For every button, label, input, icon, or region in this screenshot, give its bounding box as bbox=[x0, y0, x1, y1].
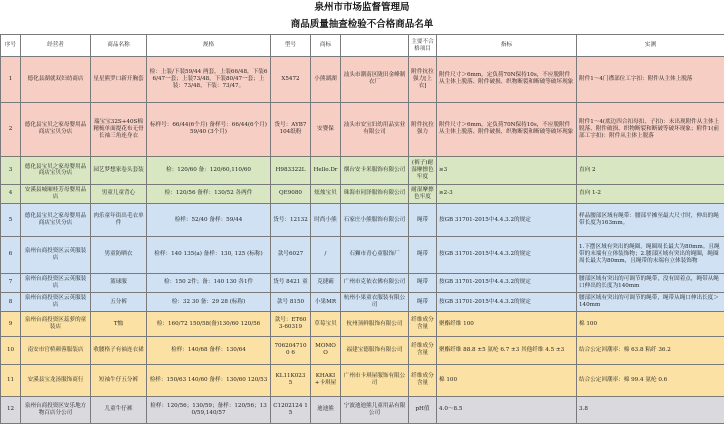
cell-seller: 安溪县城厢桂芳母婴用品店 bbox=[21, 184, 91, 203]
table-row bbox=[1, 364, 724, 396]
cell-measured: 腰部区域有突出的可调节的绳带，没有固着点，绳带从绳口伸出的长度为140mm bbox=[577, 273, 724, 292]
cell-model: 7062047100 6 bbox=[271, 337, 311, 364]
cell-seller: 德化县宝贝之家母婴用品商店宝贝分店 bbox=[21, 102, 91, 157]
cell-standard: ≥3 bbox=[437, 157, 577, 184]
header-product: 商品名称 bbox=[91, 35, 147, 57]
cell-product: 五分裤 bbox=[91, 292, 147, 311]
table-header-row bbox=[1, 35, 724, 57]
header-manufacturer bbox=[341, 35, 409, 57]
cell-seller: 泉州台商投资区安乐地方物百店分公司 bbox=[21, 396, 91, 423]
header-spec: 规格 bbox=[147, 35, 271, 57]
cell-standard: 按GB 31701-2015中4.4.3.2的规定 bbox=[437, 273, 577, 292]
cell-no: 3 bbox=[1, 157, 21, 184]
cell-model: 货号：12132 bbox=[271, 203, 311, 236]
cell-failed-item: 绳带 bbox=[409, 203, 437, 236]
cell-seller: 安溪县宝龙汤服饰商行 bbox=[21, 364, 91, 396]
cell-product: 篮球服 bbox=[91, 273, 147, 292]
cell-model: 货号 8421 童 bbox=[271, 273, 311, 292]
cell-spec: 检：上装/下装59/44 两套，上装66/48，下装66/47一套；上装73/48，下装80/47一套；上装：73/48，下装：73/47。 bbox=[147, 57, 271, 103]
cell-no: 12 bbox=[1, 396, 21, 423]
table-row bbox=[1, 203, 724, 236]
cell-manufacturer: 石狮市青心童服饰厂 bbox=[341, 237, 409, 273]
cell-measured: 棉 100 bbox=[577, 312, 724, 337]
cell-product: 儿童牛仔裤 bbox=[91, 396, 147, 423]
cell-spec: 检样：120/56；130/59；备样：120/56；130/59,140/57 bbox=[147, 396, 271, 423]
cell-model: C1202124 15 bbox=[271, 396, 311, 423]
cell-manufacturer: 烟台安卡米服饰有限公司 bbox=[341, 157, 409, 184]
cell-spec: 标样号：66/44(6个月) 备样号：66/44(6个月) 59/40 (3个月) bbox=[147, 102, 271, 157]
cell-brand: 安婴保 bbox=[311, 102, 341, 157]
cell-brand: KHAKI+卡琪屋 bbox=[311, 364, 341, 396]
header-standard: 指标 bbox=[437, 35, 577, 57]
cell-spec: 检：150 2件；备：140 130 各1件 bbox=[147, 273, 271, 292]
cell-measured: 附件1～4(底边四合扣母扣、子扣)：未出现附件从主体上脱落、附件破损、织物断裂和断破等破坏现象；附件1(前部工字扣)：附件从主体上脱落 bbox=[577, 102, 724, 157]
cell-no: 9 bbox=[1, 312, 21, 337]
cell-brand: 迪迪熊 bbox=[311, 396, 341, 423]
cell-measured: 直向 2 bbox=[577, 157, 724, 184]
cell-failed-item: 纤维成分含量 bbox=[409, 337, 437, 364]
cell-spec: 检样：52/40 备样：59/44 bbox=[147, 203, 271, 236]
cell-product: T恤 bbox=[91, 312, 147, 337]
cell-product: 男童防晒衣 bbox=[91, 237, 147, 273]
cell-seller: 德化县湖就双妇幼商店 bbox=[21, 57, 91, 103]
table-row bbox=[1, 184, 724, 203]
cell-failed-item: (裤子)耐湿摩擦色牢度 bbox=[409, 157, 437, 184]
cell-spec: 检样：140 135(a) 备样：130, 125 (标称) bbox=[147, 237, 271, 273]
cell-manufacturer: 杭州顶鲜服饰有限公司 bbox=[341, 312, 409, 337]
cell-standard: ≥2-3 bbox=[437, 184, 577, 203]
cell-standard: 附件尺寸＞6mm，定负荷70N保持10s，不应脱附件从主体上脱落、附件破损、织物断裂和断破等破坏现象 bbox=[437, 102, 577, 157]
table-row bbox=[1, 337, 724, 364]
cell-seller: 泉州台商投资区云英服装店 bbox=[21, 237, 91, 273]
cell-model: 款号6027 bbox=[271, 237, 311, 273]
cell-spec: 检：120/56 备样：130/52 各两件 bbox=[147, 184, 271, 203]
cell-seller: 德化县宝贝之家母婴用品商店宝贝分店 bbox=[21, 203, 91, 236]
cell-brand: 炫烛宝贝 bbox=[311, 184, 341, 203]
cell-manufacturer: 杭州小果童衣服装有限公司 bbox=[341, 292, 409, 311]
cell-measured: 1.下摆区域有突出的绳圈，绳圈周长最大为80mm。且绳带的末端有立体装饰物；2.腰部区域有突出的绳圈，绳圈周长最大为80mm，且绳带的末端有立体装饰物 bbox=[577, 237, 724, 273]
cell-brand: 草莓宝贝 bbox=[311, 312, 341, 337]
cell-standard: 棉 100 bbox=[437, 364, 577, 396]
table-row bbox=[1, 312, 724, 337]
header-model: 型号 bbox=[271, 35, 311, 57]
cell-product: 瑞宝宝32S+40S棉精梳单面提花布无骨长袖三角连身衣 bbox=[91, 102, 147, 157]
cell-measured: 样品腰部区域有绳带：腰部平摊至最大尺寸时，伸出的绳带长度为163mm。 bbox=[577, 203, 724, 236]
cell-failed-item: 附件抗拉强力[上衣] bbox=[409, 57, 437, 103]
cell-product: 园艺梦想家卷头套装 bbox=[91, 157, 147, 184]
cell-brand: 时尚小熊 bbox=[311, 203, 341, 236]
cell-standard: 按GB 31701-2015中4.4.3.2的规定 bbox=[437, 237, 577, 273]
table-row bbox=[1, 273, 724, 292]
header-seller: 经营者 bbox=[21, 35, 91, 57]
cell-brand: / bbox=[311, 237, 341, 273]
cell-standard: 按GB 31701-2015中4.4.3.2的规定 bbox=[437, 203, 577, 236]
cell-model: 款号：ET603-60319 bbox=[271, 312, 311, 337]
cell-product: 男童儿童背心 bbox=[91, 184, 147, 203]
cell-no: 11 bbox=[1, 364, 21, 396]
cell-manufacturer: 汕头市潮南区陇田金峰制衣厂 bbox=[341, 57, 409, 103]
table-row bbox=[1, 57, 724, 103]
header-brand: 商标 bbox=[311, 35, 341, 57]
cell-no: 10 bbox=[1, 337, 21, 364]
cell-seller: 南安市官桥颜蓉服装店 bbox=[21, 337, 91, 364]
cell-no: 1 bbox=[1, 57, 21, 103]
cell-manufacturer: 宁波迪迪熊儿童用品有限公司 bbox=[341, 396, 409, 423]
cell-failed-item: 纤维成分含量 bbox=[409, 312, 437, 337]
table-row bbox=[1, 157, 724, 184]
cell-measured: 腰部区域有突出的可调节的绳带，绳带从绳口伸出长度＞140mm bbox=[577, 292, 724, 311]
cell-spec: 检：160/72 150/58(备)130/60 120/56 bbox=[147, 312, 271, 337]
cell-measured: 结合公定回潮率：棉 99.4 氨纶 0.6 bbox=[577, 364, 724, 396]
cell-model: KL11K023 5 bbox=[271, 364, 311, 396]
cell-model: H983322L bbox=[271, 157, 311, 184]
cell-model: X5472 bbox=[271, 57, 311, 103]
cell-failed-item: 绳带 bbox=[409, 292, 437, 311]
cell-standard: 聚酯纤维 88.8 ±5 氨纶 6.7 ±3 其他纤维 4.5 ±3 bbox=[437, 337, 577, 364]
table-row bbox=[1, 237, 724, 273]
cell-manufacturer: 广州市卡琪屋服饰有限公司 bbox=[341, 364, 409, 396]
cell-measured: 附件1～4门襟部位工字扣：附件从主体上脱落 bbox=[577, 57, 724, 103]
cell-failed-item: pH值 bbox=[409, 396, 437, 423]
cell-seller: 泉州台商投资区云英服装店 bbox=[21, 292, 91, 311]
cell-spec: 检样：150/63 140/60 备样：130/60 120/53 bbox=[147, 364, 271, 396]
cell-standard: 附件尺寸＞6mm，定负荷70N保持10s，不应脱附件从主体上脱落、附件破损、织物断裂和断破等破坏现象 bbox=[437, 57, 577, 103]
table-row bbox=[1, 292, 724, 311]
table-row bbox=[1, 396, 724, 423]
cell-brand: 小果MR bbox=[311, 292, 341, 311]
cell-no: 2 bbox=[1, 102, 21, 157]
cell-manufacturer: 石家庄小熊服饰有限公司 bbox=[341, 203, 409, 236]
cell-no: 6 bbox=[1, 237, 21, 273]
cell-product: 短袖牛仔五分裤 bbox=[91, 364, 147, 396]
cell-manufacturer: 汕头市安宝妇幼用品实业有限公司 bbox=[341, 102, 409, 157]
header-failed-item: 主要不合格项目 bbox=[409, 35, 437, 57]
cell-failed-item: 耐湿摩擦色牢度 bbox=[409, 184, 437, 203]
results-table bbox=[0, 34, 724, 424]
agency-title: 泉州市市场监督管理局 bbox=[314, 2, 410, 13]
cell-standard: 按GB 31701-2015中4.4.3.2的规定 bbox=[437, 292, 577, 311]
cell-failed-item: 附件抗拉强力 bbox=[409, 102, 437, 157]
cell-failed-item: 绳带 bbox=[409, 273, 437, 292]
cell-measured: 结合公定回潮率：棉 63.8 粘纤 36.2 bbox=[577, 337, 724, 364]
cell-no: 7 bbox=[1, 273, 21, 292]
header-no: 序号 bbox=[1, 35, 21, 57]
cell-brand: Hello.Dr bbox=[311, 157, 341, 184]
cell-standard: 4.0～8.5 bbox=[437, 396, 577, 423]
cell-brand: 克捷霸 bbox=[311, 273, 341, 292]
cell-product: 收腰格子有袖连衣裙 bbox=[91, 337, 147, 364]
cell-manufacturer: 珠海市同泽服饰有限公司 bbox=[341, 184, 409, 203]
cell-product: 星星熊罗口新开胸套 bbox=[91, 57, 147, 103]
cell-failed-item: 绳带 bbox=[409, 237, 437, 273]
cell-spec: 检：120/60 备：120/60,110/60 bbox=[147, 157, 271, 184]
cell-no: 5 bbox=[1, 203, 21, 236]
cell-model: 款号 8150 bbox=[271, 292, 311, 311]
cell-model: 货号：AYB7104纸粉 bbox=[271, 102, 311, 157]
cell-spec: 检样：140/68 备样：130/64 bbox=[147, 337, 271, 364]
cell-measured: 直向 1-2 bbox=[577, 184, 724, 203]
cell-seller: 德化县宝贝之家母婴用品商店宝贝分店 bbox=[21, 157, 91, 184]
cell-no: 4 bbox=[1, 184, 21, 203]
cell-brand: MOMO O bbox=[311, 337, 341, 364]
header-measured: 实测 bbox=[577, 35, 724, 57]
cell-measured: 3.8 bbox=[577, 396, 724, 423]
cell-manufacturer: 福建宝德服饰有限公司 bbox=[341, 337, 409, 364]
cell-manufacturer: 广州市克依衣佛有限公司 bbox=[341, 273, 409, 292]
cell-seller: 泉州台商投资区云英服装店 bbox=[21, 273, 91, 292]
cell-failed-item: 纤维成分含量 bbox=[409, 364, 437, 396]
cell-model: QE9080 bbox=[271, 184, 311, 203]
cell-no: 8 bbox=[1, 292, 21, 311]
cell-product: 肉乐童年街出毛衣单件 bbox=[91, 203, 147, 236]
cell-seller: 泉州台商投资区蕊萝的童装店 bbox=[21, 312, 91, 337]
cell-spec: 检：32 30 备：29 28 (标称) bbox=[147, 292, 271, 311]
cell-brand: 小熊湖湖 bbox=[311, 57, 341, 103]
cell-standard: 聚酯纤维 100 bbox=[437, 312, 577, 337]
table-row bbox=[1, 102, 724, 157]
document-title: 商品质量抽查检验不合格商品名单 bbox=[290, 19, 434, 30]
